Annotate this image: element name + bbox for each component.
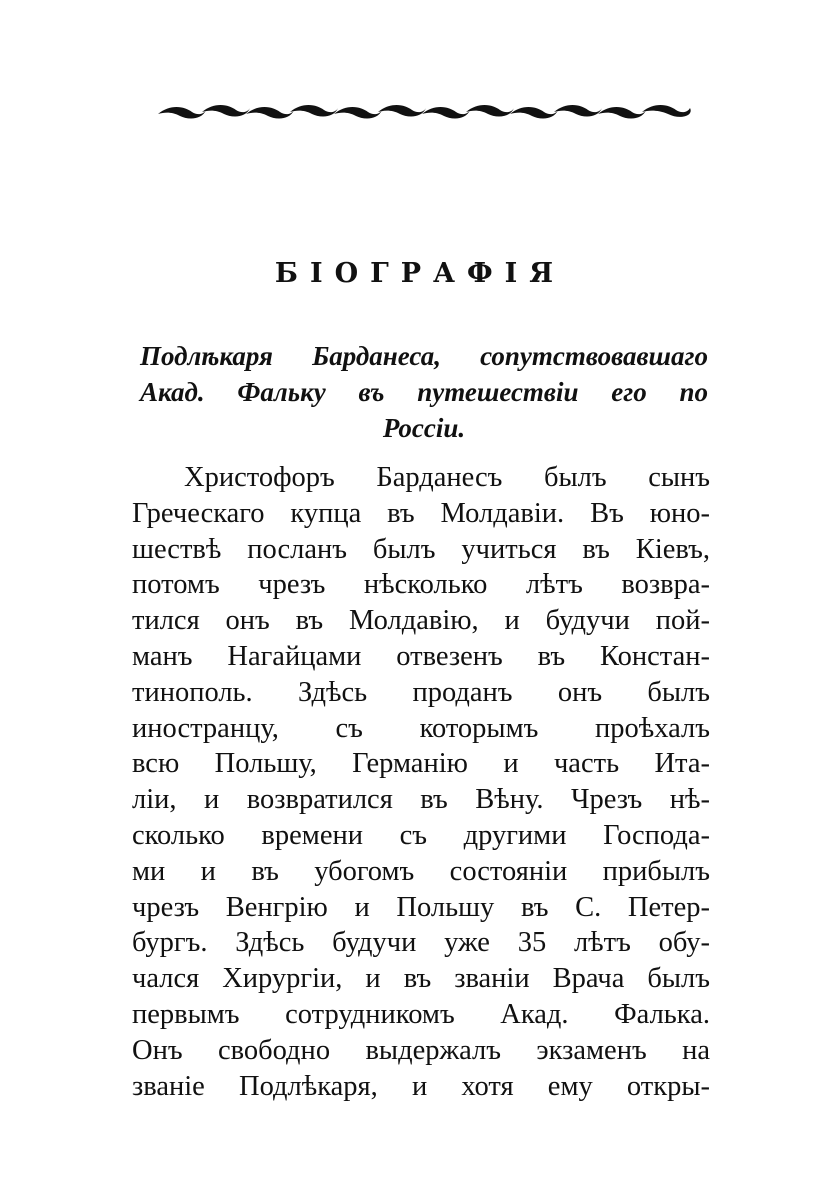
text-line: бургъ. Здѣсь будучи уже 35 лѣтъ обу- (132, 927, 710, 959)
text-line: чался Хирургіи, и въ званіи Врача былъ (132, 963, 710, 995)
subtitle (140, 338, 708, 446)
page-title: БІОГРАФІЯ (274, 258, 566, 289)
wavy-ornament-rule (158, 98, 698, 126)
text-line: тинополь. Здѣсь проданъ онъ былъ (132, 676, 710, 708)
text-line: чрезъ Венгрію и Польшу въ С. Петер- (132, 891, 710, 923)
text-line: званіе Подлѣкаря, и хотя ему откры- (132, 1070, 710, 1102)
text-line: первымъ сотрудникомъ Акад. Фалька. (132, 998, 710, 1030)
text-line: всю Польшу, Германію и часть Ита- (132, 748, 710, 780)
text-line: шествѣ посланъ былъ учиться въ Кіевъ, (132, 533, 710, 565)
subtitle-line: Акад. Фальку въ путешествіи его по (140, 377, 708, 407)
subtitle-line: Россіи. (382, 413, 466, 443)
text-line: иностранцу, съ которымъ проѣхалъ (132, 712, 710, 744)
text-line: Греческаго купца въ Молдавіи. Въ юно- (132, 497, 710, 529)
body-paragraph (132, 460, 710, 1104)
text-line: сколько времени съ другими Господа- (132, 819, 710, 851)
text-line: тился онъ въ Молдавію, и будучи пой- (132, 605, 710, 637)
text-line: манъ Нагайцами отвезенъ въ Констан- (132, 640, 710, 672)
text-line: потомъ чрезъ нѣсколько лѣтъ возвра- (132, 569, 710, 601)
text-line: Христофоръ Барданесъ былъ сынъ (184, 462, 710, 493)
text-line: ми и въ убогомъ состояніи прибылъ (132, 855, 710, 887)
subtitle-line: Подлѣкаря Барданеса, сопутствовавшаго (140, 341, 708, 371)
text-line: Онъ свободно выдержалъ экзаменъ на (132, 1034, 710, 1066)
text-line: ліи, и возвратился въ Вѣну. Чрезъ нѣ- (132, 784, 710, 816)
